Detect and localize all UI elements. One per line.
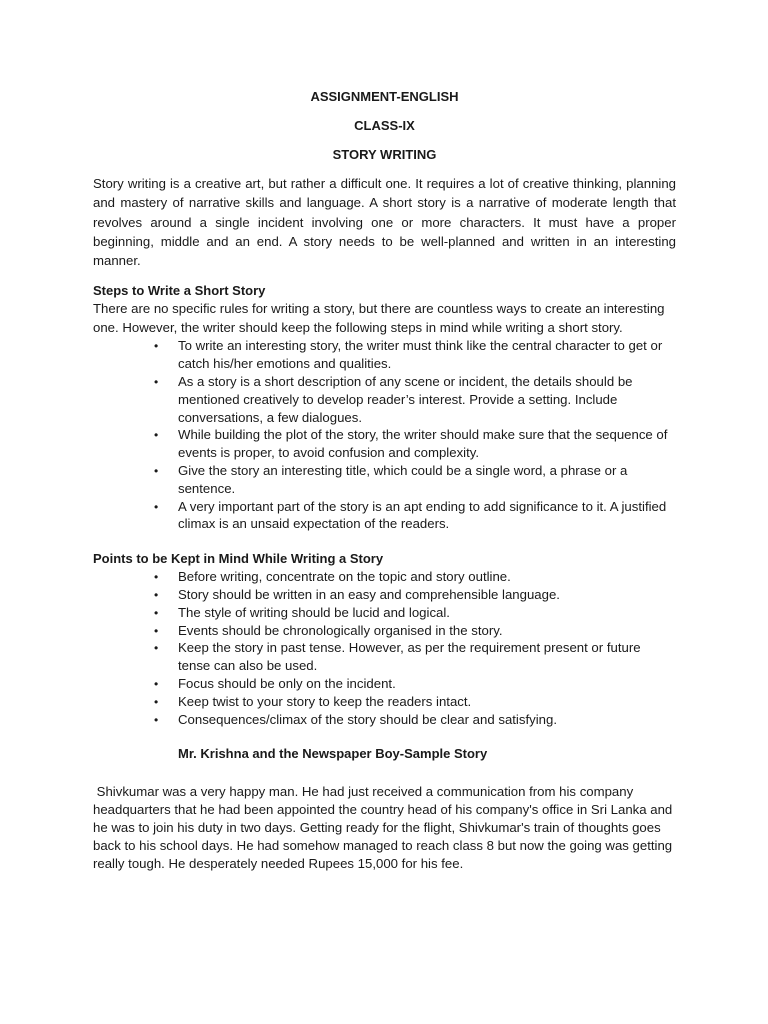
bullet-icon: • [154,694,159,709]
bullet-icon: • [154,375,159,390]
bullet-icon: • [154,605,159,620]
sample-story-paragraph: Shivkumar was a very happy man. He had just received a communication from his company headquarters that he had been appointed the country head of his company's office in Sri Lanka and he was to join his duty in two days. Getting ready for the flight, Shivkumar's train of thoughts goes back to his school days. He had somehow managed to reach class 8 but now the going was getting really tough. He desperately needed Rupees 15,000 for his fee. [93,784,676,872]
list-item-text: To write an interesting story, the writer must think like the central character to get or catch his/her emotions and qualities. [178,338,663,372]
bullet-icon: • [154,677,159,692]
list-item [154,586,676,604]
list-item [154,498,676,534]
bullet-icon: • [154,499,159,514]
bullet-icon: • [154,464,159,479]
steps-list [93,337,676,533]
points-heading: Points to be Kept in Mind While Writing a Story [93,551,384,567]
list-item-text: Keep the story in past tense. However, as per the requirement present or future tense can also be used. [178,640,641,674]
topic-title: STORY WRITING [332,147,437,162]
assignment-title: ASSIGNMENT-ENGLISH [310,89,459,104]
list-item-text: As a story is a short description of any scene or incident, the details should be mentioned creatively to develop reader’s interest. Provide a setting. Include conversations, a few dialogues. [178,374,633,425]
bullet-icon: • [154,641,159,656]
points-list [93,568,676,728]
list-item-text: While building the plot of the story, the writer should make sure that the sequence of events is proper, to avoid confusion and complexity. [178,427,668,461]
list-item-text: Focus should be only on the incident. [178,676,396,692]
bullet-icon: • [154,570,159,585]
steps-heading: Steps to Write a Short Story [93,283,266,299]
bullet-icon: • [154,428,159,443]
list-item-text: Consequences/climax of the story should be clear and satisfying. [178,711,557,727]
steps-paragraph: There are no specific rules for writing a story, but there are countless ways to create an interesting one. However, the writer should keep the following steps in mind while writing a short story. [93,301,665,335]
list-item-text: Before writing, concentrate on the topic and story outline. [178,569,511,585]
list-item [154,604,676,622]
bullet-icon: • [154,623,159,638]
bullet-icon: • [154,588,159,603]
list-item-text: Story should be written in an easy and comprehensible language. [178,587,560,603]
list-item-text: The style of writing should be lucid and logical. [178,604,450,620]
list-item [154,462,676,498]
sample-story-title: Mr. Krishna and the Newspaper Boy-Sample Story [178,746,488,762]
bullet-icon: • [154,339,159,354]
list-item [154,675,676,693]
list-item [154,337,676,373]
list-item [154,693,676,711]
class-label: CLASS-IX [354,118,415,133]
intro-paragraph: Story writing is a creative art, but rather a difficult one. It requires a lot of creative thinking, planning and mastery of narrative skills and language. A short story is a narrative of moderate length that revolves around a single incident involving one or more characters. It must have a proper beginning, middle and an end. A story needs to be well-planned and written in an interesting manner. [93,176,676,269]
list-item [154,373,676,426]
list-item [154,639,676,675]
list-item [154,622,676,640]
list-item-text: Give the story an interesting title, which could be a single word, a phrase or a sentence. [178,463,628,496]
list-item-text: A very important part of the story is an apt ending to add significance to it. A justified climax is an unsaid expectation of the readers. [178,498,667,532]
list-item-text: Events should be chronologically organised in the story. [178,622,503,638]
list-item-text: Keep twist to your story to keep the readers intact. [178,693,472,709]
list-item [154,426,676,462]
bullet-icon: • [154,712,159,727]
list-item [154,711,676,729]
list-item [154,568,676,586]
